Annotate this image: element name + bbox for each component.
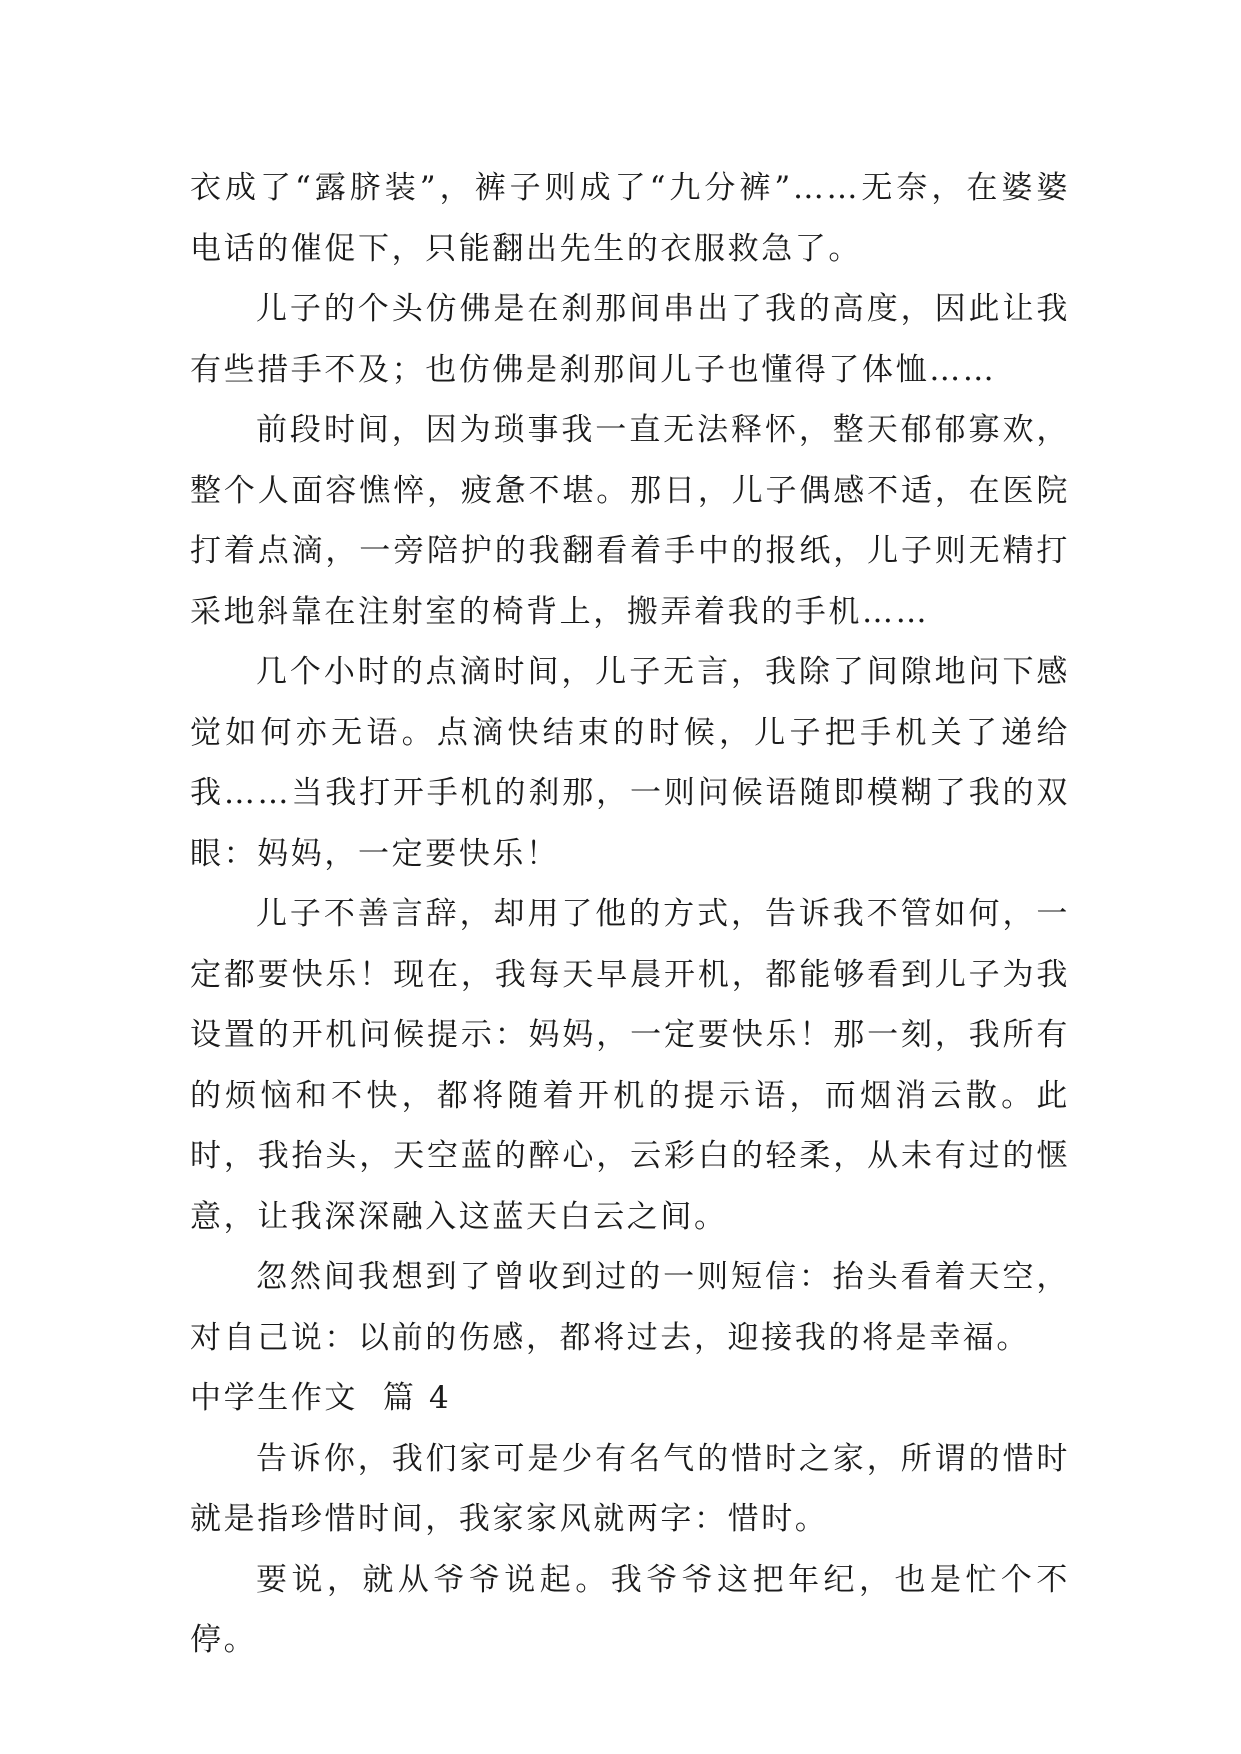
document-body [190, 158, 1070, 1671]
paragraph: 几个小时的点滴时间，儿子无言，我除了间隙地问下感觉如何亦无语。点滴快结束的时候，儿子把手机关了递给我……当我打开手机的刹那，一则问候语随即模糊了我的双眼：妈妈，一定要快乐！ [190, 654, 1070, 872]
paragraph: 儿子的个头仿佛是在刹那间串出了我的高度，因此让我有些措手不及；也仿佛是刹那间儿子也懂得了体恤…… [190, 291, 1070, 388]
paragraph: 告诉你，我们家可是少有名气的惜时之家，所谓的惜时就是指珍惜时间，我家家风就两字：惜时。 [190, 1440, 1070, 1537]
paragraph-continued: 衣成了“露脐装”，裤子则成了“九分裤”……无奈，在婆婆电话的催促下，只能翻出先生的衣服救急了。 [190, 170, 1070, 267]
section-heading: 中学生作文 篇 4 [190, 1380, 452, 1416]
paragraph: 前段时间，因为琐事我一直无法释怀，整天郁郁寡欢，整个人面容憔悴，疲惫不堪。那日，儿子偶感不适，在医院打着点滴，一旁陪护的我翻看着手中的报纸，儿子则无精打采地斜靠在注射室的椅背上，搬弄着我的手机…… [190, 412, 1070, 630]
paragraph: 忽然间我想到了曾收到过的一则短信：抬头看着天空，对自己说：以前的伤感，都将过去，迎接我的将是幸福。 [190, 1259, 1070, 1356]
paragraph: 儿子不善言辞，却用了他的方式，告诉我不管如何，一定都要快乐！现在，我每天早晨开机，都能够看到儿子为我设置的开机问候提示：妈妈，一定要快乐！那一刻，我所有的烦恼和不快，都将随着开机的提示语，而烟消云散。此时，我抬头，天空蓝的醉心，云彩白的轻柔，从未有过的惬意，让我深深融入这蓝天白云之间。 [190, 896, 1070, 1235]
paragraph: 要说，就从爷爷说起。我爷爷这把年纪，也是忙个不停。 [190, 1561, 1070, 1658]
